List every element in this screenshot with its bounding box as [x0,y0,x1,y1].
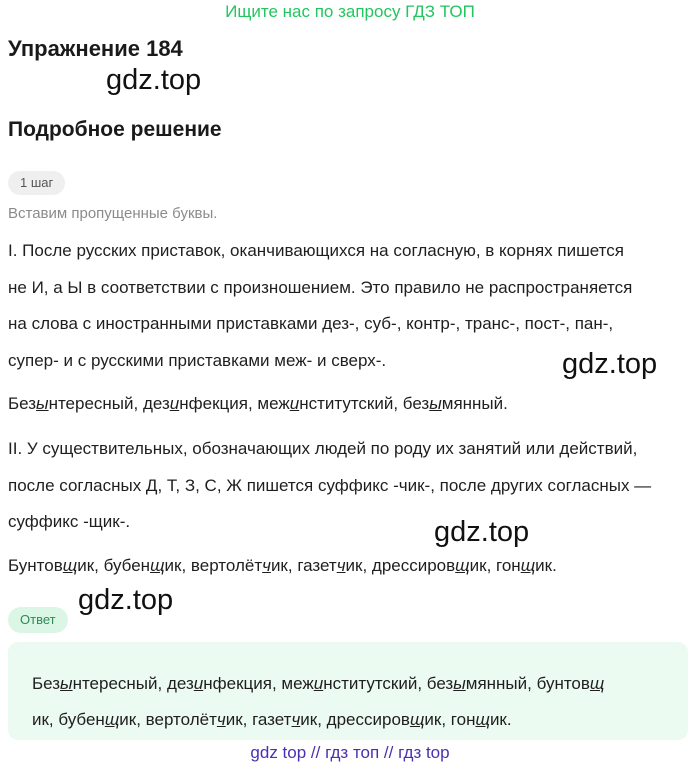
text: нфекция, меж [179,394,290,413]
text: нфекция, меж [203,674,314,693]
inserted-letter: ы [60,674,73,693]
rule-two [8,431,651,541]
inserted-letter: щ [104,710,120,729]
text: ик, дрессиров [300,710,410,729]
text: ик, бубен [32,710,105,729]
search-banner: Ищите нас по запросу ГДЗ ТОП [225,2,475,21]
text: ик, гон [424,710,476,729]
text: ик, гон [469,556,521,575]
text: Без [32,674,61,693]
inserted-letter: щ [455,556,470,575]
text: ик. [535,556,557,575]
inserted-letter: и [193,674,204,693]
inserted-letter: щ [150,556,165,575]
inserted-letter: ч [262,556,271,575]
text: нститутский, без [323,674,454,693]
rule-one [8,233,632,379]
rule-one-line: I. После русских приставок, оканчивающихся на согласную, в корнях пишется [8,241,624,260]
rule-two-line: суффикс -щик-. [8,512,131,531]
rule-one-line: на слова с иностранными приставками дез-, суб-, контр-, транс-, пост-, пан-, [8,314,614,333]
inserted-letter: ч [291,710,301,729]
watermark: gdz.top [78,584,174,616]
text: нтересный, дез [72,674,194,693]
text: Бунтов [8,556,63,575]
inserted-letter: ч [336,556,346,575]
text: мянный. [441,394,508,413]
text: ик, вертолёт [164,556,263,575]
examples-two [8,548,557,585]
exercise-title: Упражнение 184 [8,36,183,61]
rule-two-line: II. У существительных, обозначающих людей по роду их занятий или действий, [8,439,638,458]
watermark: gdz.top [434,516,530,548]
text: ик, дрессиров [345,556,456,575]
solution-heading: Подробное решение [8,118,222,141]
watermark: gdz.top [562,348,658,380]
examples-one [8,386,508,423]
text: Без [8,394,37,413]
inserted-letter: ы [429,394,442,413]
inserted-letter: ы [453,674,466,693]
inserted-letter: и [289,394,300,413]
inserted-letter: щ [62,556,78,575]
rule-one-line: не И, а Ы в соответствии с произношением. Это правило не распространяется [8,277,633,297]
text: ик, вертолёт [119,710,217,729]
inserted-letter: щ [409,710,425,729]
answer-chip: Ответ [8,607,68,633]
inserted-letter: ч [216,710,226,729]
answer-box [8,642,688,740]
text: ик. [489,710,512,729]
text: нтересный, дез [48,394,170,413]
watermark: gdz.top [106,64,202,96]
rule-one-line: супер- и с русскими приставками меж- и сверх-. [8,350,387,370]
inserted-letter: щ [520,556,536,575]
inserted-letter: щ [475,710,490,729]
rule-two-line: после согласных Д, Т, З, С, Ж пишется суффикс -чик-, после других согласных — [8,475,652,495]
text: ик, газет [270,556,337,575]
text: ик, газет [225,710,292,729]
hint-text: Вставим пропущенные буквы. [8,205,218,222]
footer-links[interactable]: gdz top // гдз топ // гдз top [250,743,450,762]
inserted-letter: и [169,394,180,413]
answer-text [32,666,604,738]
inserted-letter: щ [589,674,605,693]
answer-line [32,702,604,738]
text: нститутский, без [299,394,430,413]
inserted-letter: и [313,674,324,693]
step-chip: 1 шаг [8,171,65,195]
inserted-letter: ы [36,394,49,413]
answer-line [32,666,604,702]
text: ик, бубен [77,556,151,575]
text: мянный, бунтов [465,674,590,693]
